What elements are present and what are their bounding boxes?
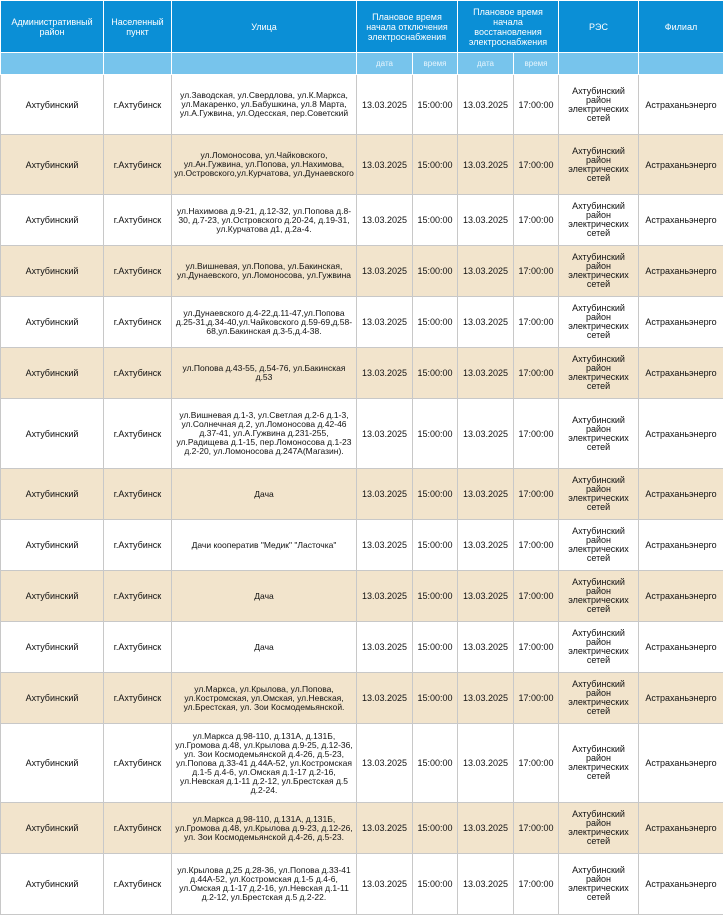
cell-locality: г.Ахтубинск <box>104 135 172 195</box>
cell-res: Ахтубинский район электрических сетей <box>559 195 639 246</box>
cell-off-time: 15:00:00 <box>413 622 458 673</box>
table-body <box>1 75 723 915</box>
cell-on-time: 17:00:00 <box>514 520 559 571</box>
cell-off-time: 15:00:00 <box>413 520 458 571</box>
cell-res: Ахтубинский район электрических сетей <box>559 571 639 622</box>
cell-branch: Астраханьэнерго <box>639 135 723 195</box>
subheader-empty <box>172 53 357 75</box>
table-row <box>1 724 723 803</box>
cell-branch: Астраханьэнерго <box>639 673 723 724</box>
cell-on-date: 13.03.2025 <box>458 297 514 348</box>
cell-off-time: 15:00:00 <box>413 297 458 348</box>
table-row <box>1 246 723 297</box>
cell-on-time: 17:00:00 <box>514 399 559 469</box>
header-planned-on: Плановое время начала восстановления электроснабжения <box>458 1 559 53</box>
cell-off-time: 15:00:00 <box>413 803 458 854</box>
table-row <box>1 195 723 246</box>
table-row <box>1 469 723 520</box>
cell-on-date: 13.03.2025 <box>458 622 514 673</box>
cell-branch: Астраханьэнерго <box>639 469 723 520</box>
cell-off-time: 15:00:00 <box>413 246 458 297</box>
cell-on-date: 13.03.2025 <box>458 399 514 469</box>
table-row <box>1 673 723 724</box>
cell-off-time: 15:00:00 <box>413 571 458 622</box>
cell-res: Ахтубинский район электрических сетей <box>559 297 639 348</box>
cell-district: Ахтубинский <box>1 673 104 724</box>
subheader-empty <box>639 53 723 75</box>
cell-off-date: 13.03.2025 <box>357 803 413 854</box>
cell-branch: Астраханьэнерго <box>639 571 723 622</box>
cell-locality: г.Ахтубинск <box>104 399 172 469</box>
cell-off-time: 15:00:00 <box>413 854 458 915</box>
cell-branch: Астраханьэнерго <box>639 195 723 246</box>
cell-off-date: 13.03.2025 <box>357 75 413 135</box>
cell-locality: г.Ахтубинск <box>104 195 172 246</box>
cell-street: ул.Маркса д.98-110, д.131А, д.131Б, ул.Громова д.48, ул.Крылова д.9-23, д.12-26, ул. Зои Космодемьянской д.4-26, д.5-23. <box>172 803 357 854</box>
cell-off-date: 13.03.2025 <box>357 622 413 673</box>
cell-branch: Астраханьэнерго <box>639 622 723 673</box>
cell-res: Ахтубинский район электрических сетей <box>559 348 639 399</box>
cell-street: ул.Вишневая д.1-3, ул.Светлая д.2-6 д.1-3, ул.Солнечная д.2, ул.Ломоносова д.42-46 д.37-41, ул.А.Гужвина д.231-255, ул.Радищева д.1-15, пер.Ломоносова д.1-23 д.2-20, ул.Ломоносова д.247А(Магазин). <box>172 399 357 469</box>
cell-on-time: 17:00:00 <box>514 673 559 724</box>
cell-district: Ахтубинский <box>1 135 104 195</box>
header-locality: Населенный пункт <box>104 1 172 53</box>
cell-district: Ахтубинский <box>1 399 104 469</box>
header-row <box>1 1 723 53</box>
cell-res: Ахтубинский район электрических сетей <box>559 246 639 297</box>
cell-off-date: 13.03.2025 <box>357 520 413 571</box>
cell-res: Ахтубинский район электрических сетей <box>559 135 639 195</box>
cell-res: Ахтубинский район электрических сетей <box>559 854 639 915</box>
cell-street: ул.Нахимова д.9-21, д.12-32, ул.Попова д.8-30, д.7-23, ул.Островского д.20-24, д.19-31, ул.Курчатова д1, д.2а-4. <box>172 195 357 246</box>
cell-branch: Астраханьэнерго <box>639 520 723 571</box>
cell-district: Ахтубинский <box>1 571 104 622</box>
cell-res: Ахтубинский район электрических сетей <box>559 803 639 854</box>
cell-off-time: 15:00:00 <box>413 469 458 520</box>
cell-on-date: 13.03.2025 <box>458 724 514 803</box>
cell-district: Ахтубинский <box>1 246 104 297</box>
cell-district: Ахтубинский <box>1 469 104 520</box>
cell-on-date: 13.03.2025 <box>458 75 514 135</box>
table-row <box>1 854 723 915</box>
cell-on-date: 13.03.2025 <box>458 348 514 399</box>
cell-branch: Астраханьэнерго <box>639 854 723 915</box>
cell-on-date: 13.03.2025 <box>458 135 514 195</box>
cell-off-time: 15:00:00 <box>413 399 458 469</box>
subheader-empty <box>1 53 104 75</box>
cell-street: ул.Вишневая, ул.Попова, ул.Бакинская, ул.Дунаевского, ул.Ломоносова, ул.Гужвина <box>172 246 357 297</box>
cell-res: Ахтубинский район электрических сетей <box>559 622 639 673</box>
cell-off-date: 13.03.2025 <box>357 135 413 195</box>
table-row <box>1 520 723 571</box>
table-row <box>1 622 723 673</box>
table-row <box>1 297 723 348</box>
header-planned-off: Плановое время начала отключения электроснабжения <box>357 1 458 53</box>
cell-on-time: 17:00:00 <box>514 571 559 622</box>
header-district: Административный район <box>1 1 104 53</box>
cell-off-date: 13.03.2025 <box>357 297 413 348</box>
table-row <box>1 75 723 135</box>
cell-locality: г.Ахтубинск <box>104 246 172 297</box>
cell-on-time: 17:00:00 <box>514 854 559 915</box>
cell-off-time: 15:00:00 <box>413 724 458 803</box>
cell-on-date: 13.03.2025 <box>458 246 514 297</box>
cell-on-date: 13.03.2025 <box>458 195 514 246</box>
cell-street: Дачи кооператив "Медик" "Ласточка" <box>172 520 357 571</box>
cell-off-date: 13.03.2025 <box>357 673 413 724</box>
cell-on-time: 17:00:00 <box>514 348 559 399</box>
cell-locality: г.Ахтубинск <box>104 854 172 915</box>
cell-res: Ахтубинский район электрических сетей <box>559 673 639 724</box>
header-res: РЭС <box>559 1 639 53</box>
cell-district: Ахтубинский <box>1 520 104 571</box>
cell-locality: г.Ахтубинск <box>104 673 172 724</box>
cell-street: ул.Крылова д.25 д.28-36, ул.Попова д.33-41 д.44А-52, ул.Костромская д.1-5 д.4-6, ул.Омская д.1-17 д.2-16, ул.Невская д.1-11 д.2-12, ул.Брестская д.5 д.2-22. <box>172 854 357 915</box>
cell-district: Ахтубинский <box>1 622 104 673</box>
cell-off-date: 13.03.2025 <box>357 399 413 469</box>
cell-on-date: 13.03.2025 <box>458 673 514 724</box>
cell-off-date: 13.03.2025 <box>357 348 413 399</box>
cell-street: ул.Заводская, ул.Свердлова, ул.К.Маркса, ул.Макаренко, ул.Бабушкина, ул.8 Марта, ул.А.Гужвина, ул.Одесская, пер.Советский <box>172 75 357 135</box>
cell-on-date: 13.03.2025 <box>458 520 514 571</box>
cell-district: Ахтубинский <box>1 297 104 348</box>
cell-branch: Астраханьэнерго <box>639 348 723 399</box>
table-row <box>1 348 723 399</box>
subheader-empty <box>104 53 172 75</box>
cell-off-date: 13.03.2025 <box>357 854 413 915</box>
cell-off-time: 15:00:00 <box>413 348 458 399</box>
cell-street: Дача <box>172 469 357 520</box>
subheader-on-date: дата <box>458 53 514 75</box>
subheader-row <box>1 53 723 75</box>
cell-off-date: 13.03.2025 <box>357 469 413 520</box>
cell-branch: Астраханьэнерго <box>639 75 723 135</box>
cell-branch: Астраханьэнерго <box>639 803 723 854</box>
cell-locality: г.Ахтубинск <box>104 348 172 399</box>
cell-on-time: 17:00:00 <box>514 246 559 297</box>
cell-district: Ахтубинский <box>1 854 104 915</box>
header-street: Улица <box>172 1 357 53</box>
cell-street: ул.Ломоносова, ул.Чайковского, ул.Ан.Гужвина, ул.Попова, ул.Нахимова, ул.Островского,ул.Курчатова, ул.Дунаевского <box>172 135 357 195</box>
cell-on-date: 13.03.2025 <box>458 854 514 915</box>
cell-res: Ахтубинский район электрических сетей <box>559 724 639 803</box>
cell-on-time: 17:00:00 <box>514 469 559 520</box>
cell-district: Ахтубинский <box>1 724 104 803</box>
cell-off-time: 15:00:00 <box>413 75 458 135</box>
table-row <box>1 399 723 469</box>
cell-branch: Астраханьэнерго <box>639 724 723 803</box>
cell-locality: г.Ахтубинск <box>104 724 172 803</box>
table-row <box>1 571 723 622</box>
cell-off-date: 13.03.2025 <box>357 571 413 622</box>
cell-district: Ахтубинский <box>1 348 104 399</box>
cell-res: Ахтубинский район электрических сетей <box>559 399 639 469</box>
cell-street: ул.Маркса д.98-110, д.131А, д.131Б, ул.Громова д.48, ул.Крылова д.9-25, д.12-36, ул. Зои Космодемьянской д.4-26, д.5-23, ул.Попова д.33-41 д.44А-52, ул.Костромская д.1-5 д.4-6, ул.Омская д.1-17 д.2-16, ул.Невская д.1-11 д.2-12, ул.Брестская д.5 д.2-24. <box>172 724 357 803</box>
cell-off-time: 15:00:00 <box>413 673 458 724</box>
cell-off-date: 13.03.2025 <box>357 195 413 246</box>
cell-locality: г.Ахтубинск <box>104 75 172 135</box>
cell-street: ул.Попова д.43-55, д.54-76, ул.Бакинская д.53 <box>172 348 357 399</box>
cell-off-date: 13.03.2025 <box>357 724 413 803</box>
table-row <box>1 803 723 854</box>
cell-locality: г.Ахтубинск <box>104 469 172 520</box>
cell-res: Ахтубинский район электрических сетей <box>559 520 639 571</box>
cell-on-time: 17:00:00 <box>514 75 559 135</box>
cell-on-date: 13.03.2025 <box>458 571 514 622</box>
cell-res: Ахтубинский район электрических сетей <box>559 75 639 135</box>
cell-locality: г.Ахтубинск <box>104 297 172 348</box>
subheader-off-time: время <box>413 53 458 75</box>
subheader-on-time: время <box>514 53 559 75</box>
cell-street: ул.Маркса, ул.Крылова, ул.Попова, ул.Костромская, ул.Омская, ул.Невская, ул.Брестская, ул. Зои Космодемьянской. <box>172 673 357 724</box>
cell-branch: Астраханьэнерго <box>639 399 723 469</box>
subheader-off-date: дата <box>357 53 413 75</box>
cell-district: Ахтубинский <box>1 75 104 135</box>
cell-locality: г.Ахтубинск <box>104 520 172 571</box>
cell-off-time: 15:00:00 <box>413 135 458 195</box>
cell-on-date: 13.03.2025 <box>458 469 514 520</box>
header-branch: Филиал <box>639 1 723 53</box>
cell-street: Дача <box>172 622 357 673</box>
cell-on-date: 13.03.2025 <box>458 803 514 854</box>
cell-street: Дача <box>172 571 357 622</box>
subheader-empty <box>559 53 639 75</box>
cell-res: Ахтубинский район электрических сетей <box>559 469 639 520</box>
cell-on-time: 17:00:00 <box>514 195 559 246</box>
cell-locality: г.Ахтубинск <box>104 622 172 673</box>
cell-locality: г.Ахтубинск <box>104 803 172 854</box>
cell-on-time: 17:00:00 <box>514 297 559 348</box>
cell-street: ул.Дунаевского д.4-22,д.11-47,ул.Попова д.25-31,д.34-40,ул.Чайковского д.59-69,д.58-68,ул.Бакинская д.3-5,д.4-38. <box>172 297 357 348</box>
cell-off-time: 15:00:00 <box>413 195 458 246</box>
cell-on-time: 17:00:00 <box>514 724 559 803</box>
cell-on-time: 17:00:00 <box>514 803 559 854</box>
cell-branch: Астраханьэнерго <box>639 297 723 348</box>
cell-district: Ахтубинский <box>1 803 104 854</box>
cell-branch: Астраханьэнерго <box>639 246 723 297</box>
cell-on-time: 17:00:00 <box>514 135 559 195</box>
cell-off-date: 13.03.2025 <box>357 246 413 297</box>
cell-locality: г.Ахтубинск <box>104 571 172 622</box>
cell-district: Ахтубинский <box>1 195 104 246</box>
table-row <box>1 135 723 195</box>
cell-on-time: 17:00:00 <box>514 622 559 673</box>
